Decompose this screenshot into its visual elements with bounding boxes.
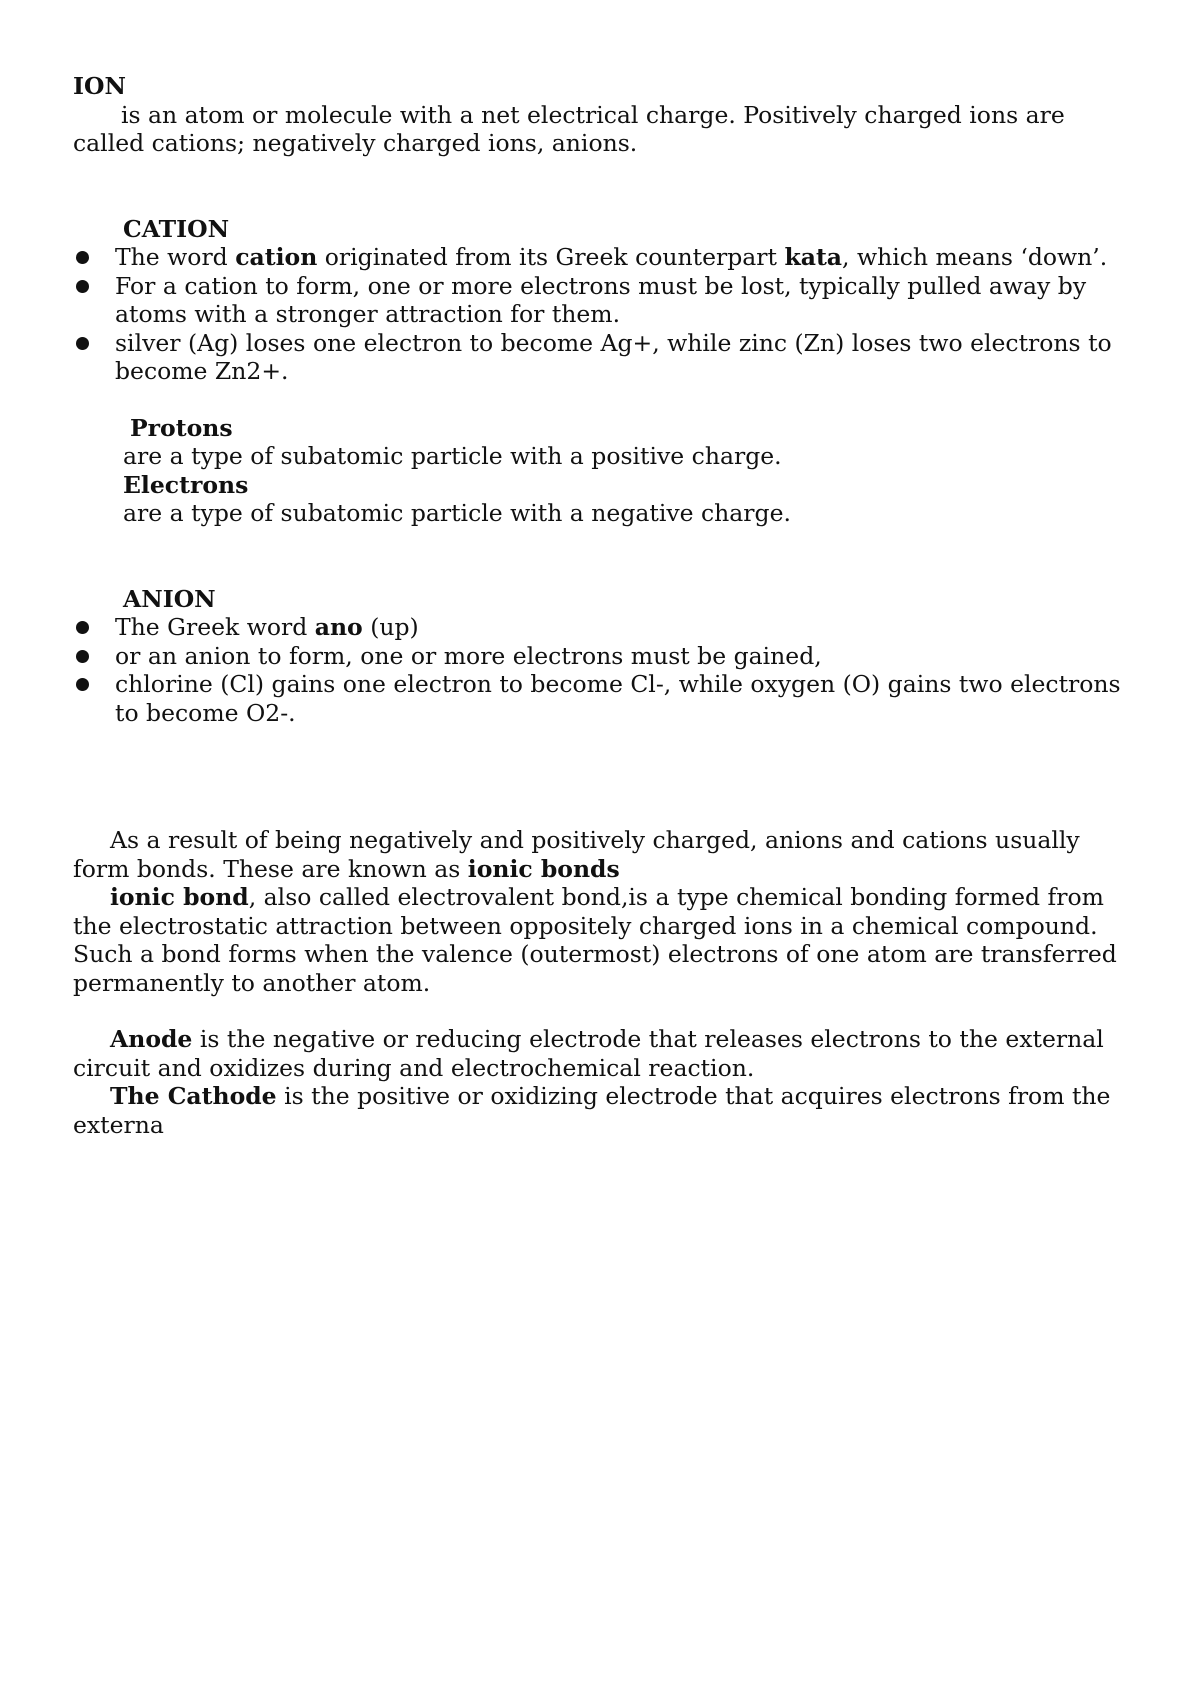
electrons-heading: Electrons <box>123 470 249 499</box>
spacer <box>73 997 1143 1025</box>
list-item: For a cation to form, one or more electrons must be lost, typically pulled away by atoms with a stronger attraction for them. <box>73 272 1143 329</box>
anode-paragraph: Anode is the negative or reducing electrode that releases electrons to the external circuit and oxidizes during and electrochemical reaction. <box>73 1025 1104 1082</box>
ion-heading: ION <box>73 72 126 100</box>
term-kata: kata <box>784 243 843 271</box>
bonds-intro-paragraph: As a result of being negatively and positively charged, anions and cations usually form bonds. These are known as ionic bonds <box>73 826 1080 883</box>
spacer <box>73 386 1143 414</box>
ionic-bond-paragraph: ionic bond, also called electrovalent bond,is a type chemical bonding formed from the electrostatic attraction between oppositely charged ions in a chemical compound. Such a bond forms when the valence (outermost) electrons of one atom are transferred permanently to another atom. <box>73 883 1117 997</box>
protons-description: are a type of subatomic particle with a positive charge. <box>123 442 782 470</box>
anion-heading: ANION <box>123 584 216 613</box>
spacer <box>73 528 1143 585</box>
term-ionic-bond: ionic bond <box>110 883 249 911</box>
bullet-icon <box>76 251 89 264</box>
ion-definition: is an atom or molecule with a net electrical charge. Positively charged ions are called cations; negatively charged ions, anions. <box>73 100 1065 157</box>
term-cation: cation <box>235 243 318 271</box>
cation-heading: CATION <box>123 214 230 243</box>
document-page <box>73 72 1143 1139</box>
list-item: The Greek word ano (up) <box>73 613 1143 642</box>
electrons-description: are a type of subatomic particle with a negative charge. <box>123 499 791 527</box>
spacer <box>73 158 1143 215</box>
term-anode: Anode <box>110 1025 193 1053</box>
list-item: silver (Ag) loses one electron to become Ag+, while zinc (Zn) loses two electrons to become Zn2+. <box>73 329 1143 386</box>
list-item: or an anion to form, one or more electrons must be gained, <box>73 642 1143 671</box>
cathode-paragraph: The Cathode is the positive or oxidizing electrode that acquires electrons from the externa <box>73 1082 1111 1139</box>
term-ano: ano <box>314 613 363 641</box>
bullet-icon <box>76 280 89 293</box>
list-item: chlorine (Cl) gains one electron to become Cl-, while oxygen (O) gains two electrons to become O2-. <box>73 670 1143 727</box>
bullet-icon <box>76 337 89 350</box>
term-ionic-bonds: ionic bonds <box>467 854 620 883</box>
bullet-icon <box>76 650 89 663</box>
spacer <box>73 727 1143 826</box>
term-cathode: The Cathode <box>110 1082 277 1110</box>
anion-bullet-list <box>73 613 1143 727</box>
list-item: The word cation originated from its Greek counterpart kata, which means ‘down’. <box>73 243 1143 272</box>
bullet-icon <box>76 621 89 634</box>
cation-bullet-list <box>73 243 1143 386</box>
protons-heading: Protons <box>130 413 233 442</box>
bullet-icon <box>76 678 89 691</box>
